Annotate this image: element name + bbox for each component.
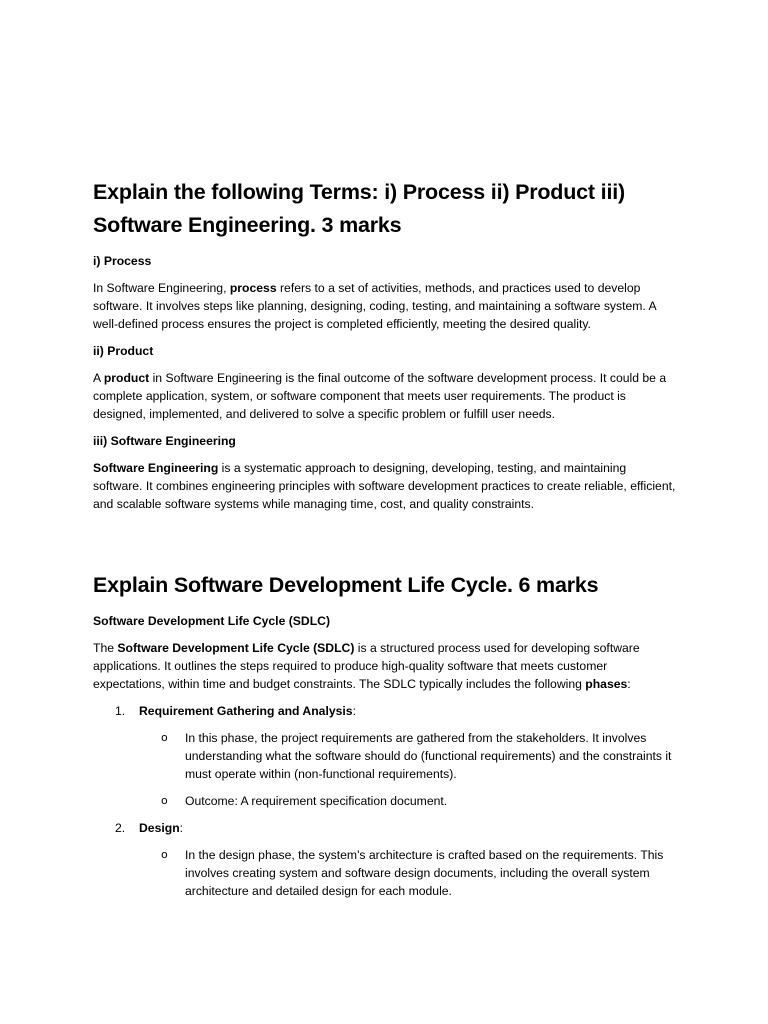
phase-list-item xyxy=(93,819,678,837)
sdlc-intro-mid: is a structured process used for developing software applications. It outlines the steps required to produce high-quality software that meets customer expectations, within time and budget constraints. The SDLC typically includes the following xyxy=(93,641,640,691)
sdlc-term: Software Development Life Cycle (SDLC) xyxy=(117,641,355,655)
sdlc-intro-paragraph xyxy=(93,639,678,693)
document-content xyxy=(93,176,678,909)
software-engineering-text-post: is a systematic approach to designing, developing, testing, and maintaining software. It combines engineering principles with software development practices to create reliable, efficient, and scalable software systems while managing time, cost, and quality constraints. xyxy=(93,461,676,511)
software-engineering-paragraph xyxy=(93,459,678,513)
product-text-post: in Software Engineering is the final outcome of the software development process. It could be a complete application, system, or software component that meets user requirements. The product is designed, implemented, and delivered to solve a specific problem or fulfill user needs. xyxy=(93,371,667,421)
phase-name: Requirement Gathering and Analysis xyxy=(139,704,353,718)
question-1-heading-line-2: Software Engineering. 3 marks xyxy=(93,213,402,237)
phase-bullet-item xyxy=(93,792,678,810)
phase-bullet-text: Outcome: A requirement specification document. xyxy=(185,794,448,808)
sdlc-subheading: Software Development Life Cycle (SDLC) xyxy=(93,614,331,628)
phase-name-suffix: : xyxy=(352,704,356,718)
section-spacer xyxy=(93,522,678,569)
hollow-bullet-icon: o xyxy=(161,848,168,861)
phase-name-suffix: : xyxy=(179,821,184,835)
hollow-bullet-icon: o xyxy=(161,794,168,807)
product-text-pre: A xyxy=(93,371,104,385)
phases-term: phases xyxy=(585,677,628,691)
sdlc-intro-pre: The xyxy=(93,641,118,655)
phase-number: 1. xyxy=(115,704,126,718)
hollow-bullet-icon: o xyxy=(161,731,168,744)
process-paragraph xyxy=(93,279,678,333)
process-text-pre: In Software Engineering, xyxy=(93,281,230,295)
process-term: process xyxy=(229,281,277,295)
question-2-heading: Explain Software Development Life Cycle. 6 marks xyxy=(93,573,599,597)
phase-list-item xyxy=(93,702,678,720)
phase-name: Design xyxy=(139,821,180,835)
question-1-heading-line-1: Explain the following Terms: i) Process ii) Product iii) xyxy=(93,180,625,204)
software-engineering-term: Software Engineering xyxy=(93,461,219,475)
phase-number: 2. xyxy=(115,821,126,835)
phase-bullet-item xyxy=(93,729,678,783)
process-text-post: refers to a set of activities, methods, and practices used to develop software. It involves steps like planning, designing, coding, testing, and maintaining a software system. A well-defined process ensures the project is completed efficiently, meeting the desired quality. xyxy=(93,281,656,331)
phase-bullet-text: In the design phase, the system's architecture is crafted based on the requirements. This involves creating system and software design documents, including the overall system architecture and detailed design for each module. xyxy=(185,848,664,898)
product-paragraph xyxy=(93,369,678,423)
process-subheading: i) Process xyxy=(93,254,152,268)
software-engineering-subheading: iii) Software Engineering xyxy=(93,434,236,448)
question-1-heading xyxy=(93,176,678,242)
product-subheading: ii) Product xyxy=(93,344,154,358)
phase-bullet-text: In this phase, the project requirements are gathered from the stakeholders. It involves understanding what the software should do (functional requirements) and the constraints it must operate within (non-functional requirements). xyxy=(185,731,672,781)
product-term: product xyxy=(103,371,150,385)
sdlc-intro-post: : xyxy=(627,677,631,691)
phase-bullet-item xyxy=(93,846,678,900)
